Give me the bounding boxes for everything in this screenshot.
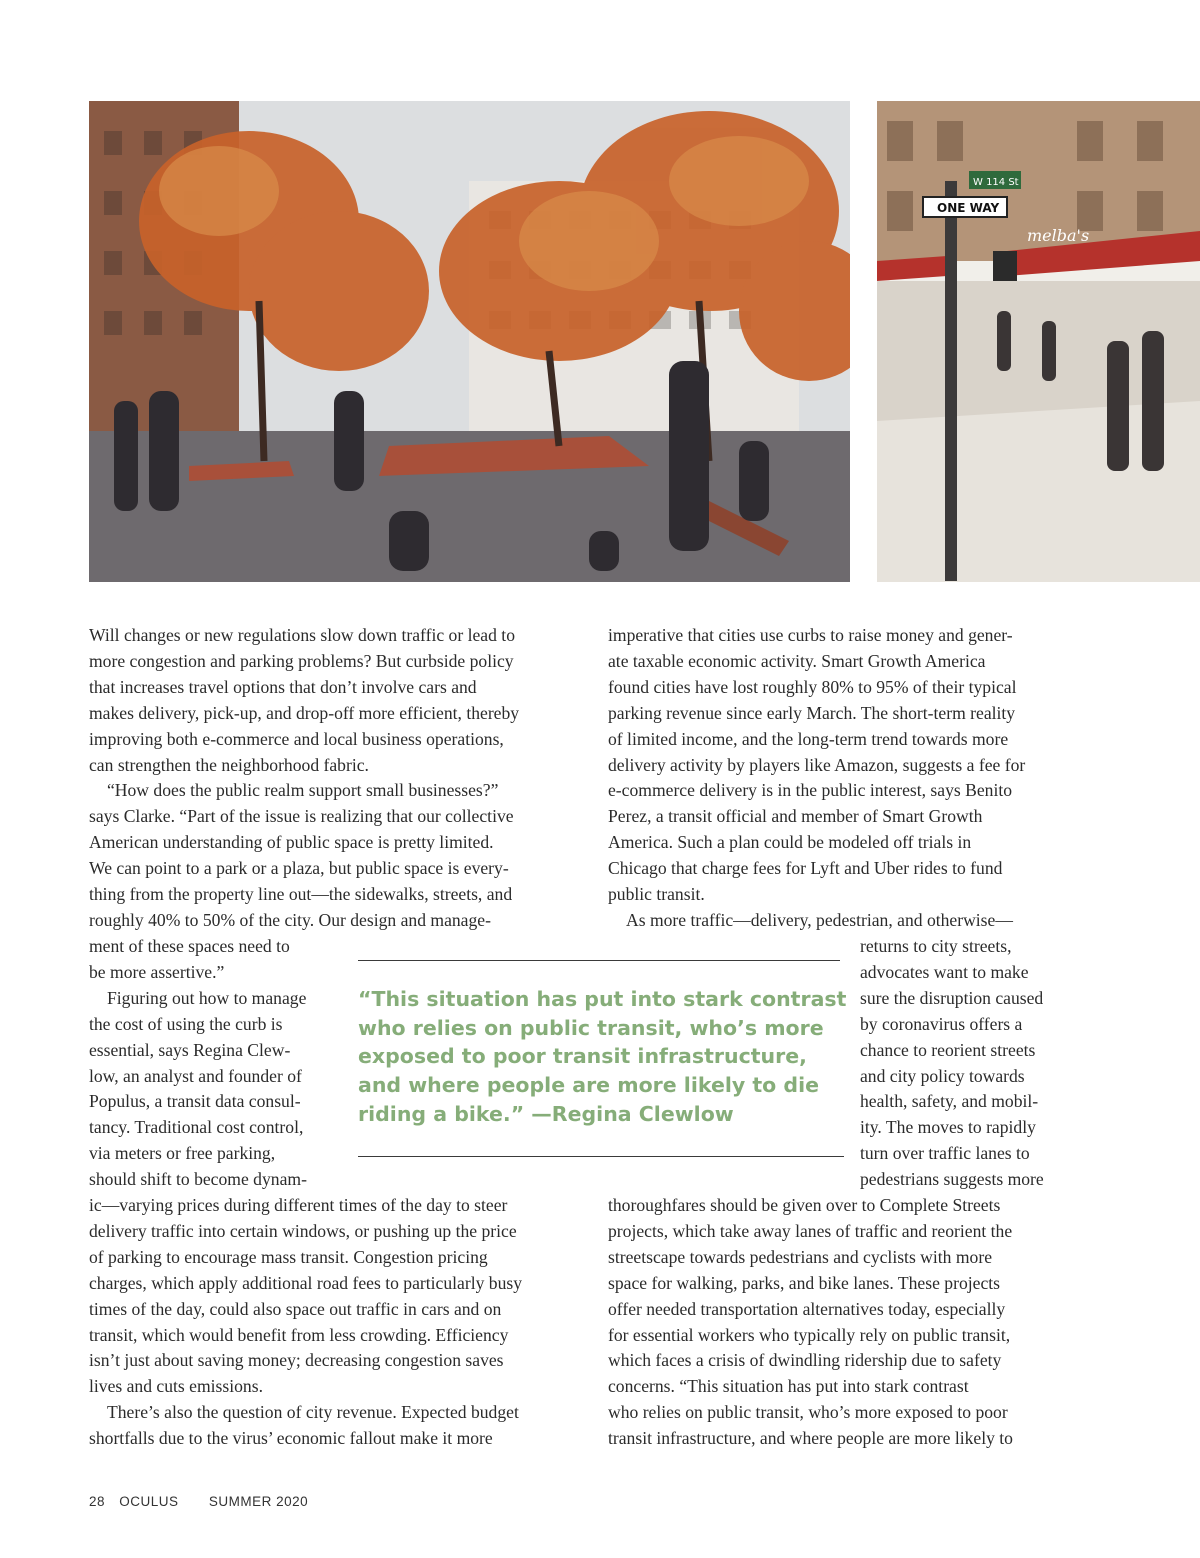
text-line: that increases travel options that don’t involve cars and — [89, 676, 477, 697]
text-line: ic—varying prices during different times of the day to steer — [89, 1195, 508, 1215]
paragraph — [89, 623, 579, 778]
page-footer — [89, 1494, 318, 1509]
pull-quote-line: “This situation has put into stark contrast — [358, 987, 847, 1011]
text-line: via meters or free parking, — [89, 1143, 276, 1164]
text-line: ment of these spaces need to — [89, 936, 290, 956]
street-sketch-image — [877, 101, 1200, 582]
text-line: improving both e-commerce and local business operations, — [89, 728, 504, 749]
text-line: times of the day, could also space out traffic in cars and on — [89, 1298, 502, 1319]
text-line: Figuring out how to manage — [107, 987, 307, 1008]
plaza-rendering-image — [89, 101, 850, 582]
pull-quote-rule-bottom — [358, 1156, 844, 1157]
text-line: shortfalls due to the virus’ economic fallout make it more — [89, 1428, 493, 1449]
text-line: Populus, a transit data consul- — [89, 1091, 301, 1112]
pull-quote-rule-top — [358, 960, 840, 961]
text-line: turn over traffic lanes to — [860, 1143, 1030, 1164]
pull-quote-line: riding a bike.” —Regina Clewlow — [358, 1101, 734, 1126]
text-line: ate taxable economic activity. Smart Growth America — [608, 650, 986, 671]
text-line: roughly 40% to 50% of the city. Our design and manage- — [89, 909, 491, 930]
text-line: space for walking, parks, and bike lanes. These projects — [608, 1272, 1000, 1293]
text-line: projects, which take away lanes of traffic and reorient the — [608, 1220, 1013, 1241]
text-line: low, an analyst and founder of — [89, 1065, 302, 1086]
text-line: health, safety, and mobil- — [860, 1091, 1039, 1112]
text-line: sure the disruption caused — [860, 987, 1044, 1008]
storefront-label: melba's — [1027, 226, 1090, 245]
body-text-right-bottom — [608, 1193, 1078, 1452]
text-line: advocates want to make — [860, 961, 1029, 982]
text-line: chance to reorient streets — [860, 1039, 1036, 1060]
body-text-left-top — [89, 623, 579, 934]
body-text-right-mid — [860, 934, 1080, 1193]
text-line: delivery traffic into certain windows, or pushing up the price — [89, 1220, 517, 1241]
body-text-left-mid — [89, 934, 349, 1193]
pull-quote-line: who relies on public transit, who’s more — [358, 1015, 824, 1040]
text-line: There’s also the question of city revenue. Expected budget — [107, 1402, 519, 1423]
text-line: As more traffic—delivery, pedestrian, and otherwise— — [626, 909, 1013, 930]
text-line: returns to city streets, — [860, 936, 1012, 956]
text-line: isn’t just about saving money; decreasing congestion saves — [89, 1350, 504, 1371]
text-line: be more assertive.” — [89, 961, 225, 982]
text-line: transit, which would benefit from less crowding. Efficiency — [89, 1324, 509, 1345]
text-line: by coronavirus offers a — [860, 1013, 1023, 1034]
page-number: 28 — [89, 1494, 106, 1509]
text-line: essential, says Regina Clew- — [89, 1039, 291, 1060]
text-line: ity. The moves to rapidly — [860, 1117, 1036, 1138]
text-line: streetscape towards pedestrians and cyclists with more — [608, 1246, 993, 1267]
text-line: imperative that cities use curbs to raise money and gener- — [608, 625, 1013, 645]
text-line: who relies on public transit, who’s more exposed to poor — [608, 1402, 1008, 1423]
text-line: delivery activity by players like Amazon, suggests a fee for — [608, 754, 1026, 775]
text-line: American understanding of public space is pretty limited. — [89, 832, 494, 853]
text-line: concerns. “This situation has put into stark contrast — [608, 1376, 969, 1397]
body-text-left-bottom — [89, 1193, 579, 1452]
text-line: parking revenue since early March. The short-term reality — [608, 702, 1016, 723]
publication-name: OCULUS — [119, 1494, 179, 1509]
issue-season: SUMMER 2020 — [208, 1494, 309, 1509]
text-line: transit infrastructure, and where people are more likely to — [608, 1428, 1013, 1449]
text-line: lives and cuts emissions. — [89, 1376, 263, 1397]
text-line: pedestrians suggests more — [860, 1169, 1044, 1190]
text-line: of limited income, and the long-term trend towards more — [608, 728, 1009, 749]
text-line: says Clarke. “Part of the issue is realizing that our collective — [89, 806, 514, 827]
text-line: should shift to become dynam- — [89, 1169, 307, 1190]
pull-quote-line: and where people are more likely to die — [358, 1073, 819, 1098]
text-line: Perez, a transit official and member of Smart Growth — [608, 806, 983, 827]
text-line: of parking to encourage mass transit. Congestion pricing — [89, 1246, 488, 1267]
text-line: public transit. — [608, 884, 705, 905]
text-line: Chicago that charge fees for Lyft and Uber rides to fund — [608, 858, 1003, 879]
text-line: found cities have lost roughly 80% to 95% of their typical — [608, 676, 1017, 697]
text-line: which faces a crisis of dwindling ridership due to safety — [608, 1350, 1002, 1371]
text-line: charges, which apply additional road fees to particularly busy — [89, 1272, 523, 1293]
paragraph — [89, 778, 579, 933]
text-line: and city policy towards — [860, 1065, 1025, 1086]
text-line: the cost of using the curb is — [89, 1013, 283, 1034]
text-line: more congestion and parking problems? But curbside policy — [89, 650, 514, 671]
body-text-right-top — [608, 623, 1078, 934]
text-line: tancy. Traditional cost control, — [89, 1117, 304, 1138]
text-line: “How does the public realm support small businesses?” — [107, 780, 499, 801]
text-line: America. Such a plan could be modeled off trials in — [608, 832, 972, 853]
text-line: thoroughfares should be given over to Complete Streets — [608, 1195, 1001, 1215]
text-line: Will changes or new regulations slow down traffic or lead to — [89, 625, 515, 645]
text-line: We can point to a park or a plaza, but public space is every- — [89, 858, 509, 879]
text-line: thing from the property line out—the sidewalks, streets, and — [89, 884, 513, 905]
street-name-sign: W 114 St — [973, 177, 1019, 188]
pull-quote-line: exposed to poor transit infrastructure, — [358, 1044, 807, 1069]
text-line: for essential workers who typically rely on public transit, — [608, 1324, 1011, 1345]
pull-quote — [358, 985, 848, 1129]
text-line: e-commerce delivery is in the public interest, says Benito — [608, 780, 1013, 801]
text-line: offer needed transportation alternatives today, especially — [608, 1298, 1006, 1319]
text-line: makes delivery, pick-up, and drop-off more efficient, thereby — [89, 702, 520, 723]
one-way-sign: ONE WAY — [937, 201, 1000, 215]
text-line: can strengthen the neighborhood fabric. — [89, 754, 369, 775]
